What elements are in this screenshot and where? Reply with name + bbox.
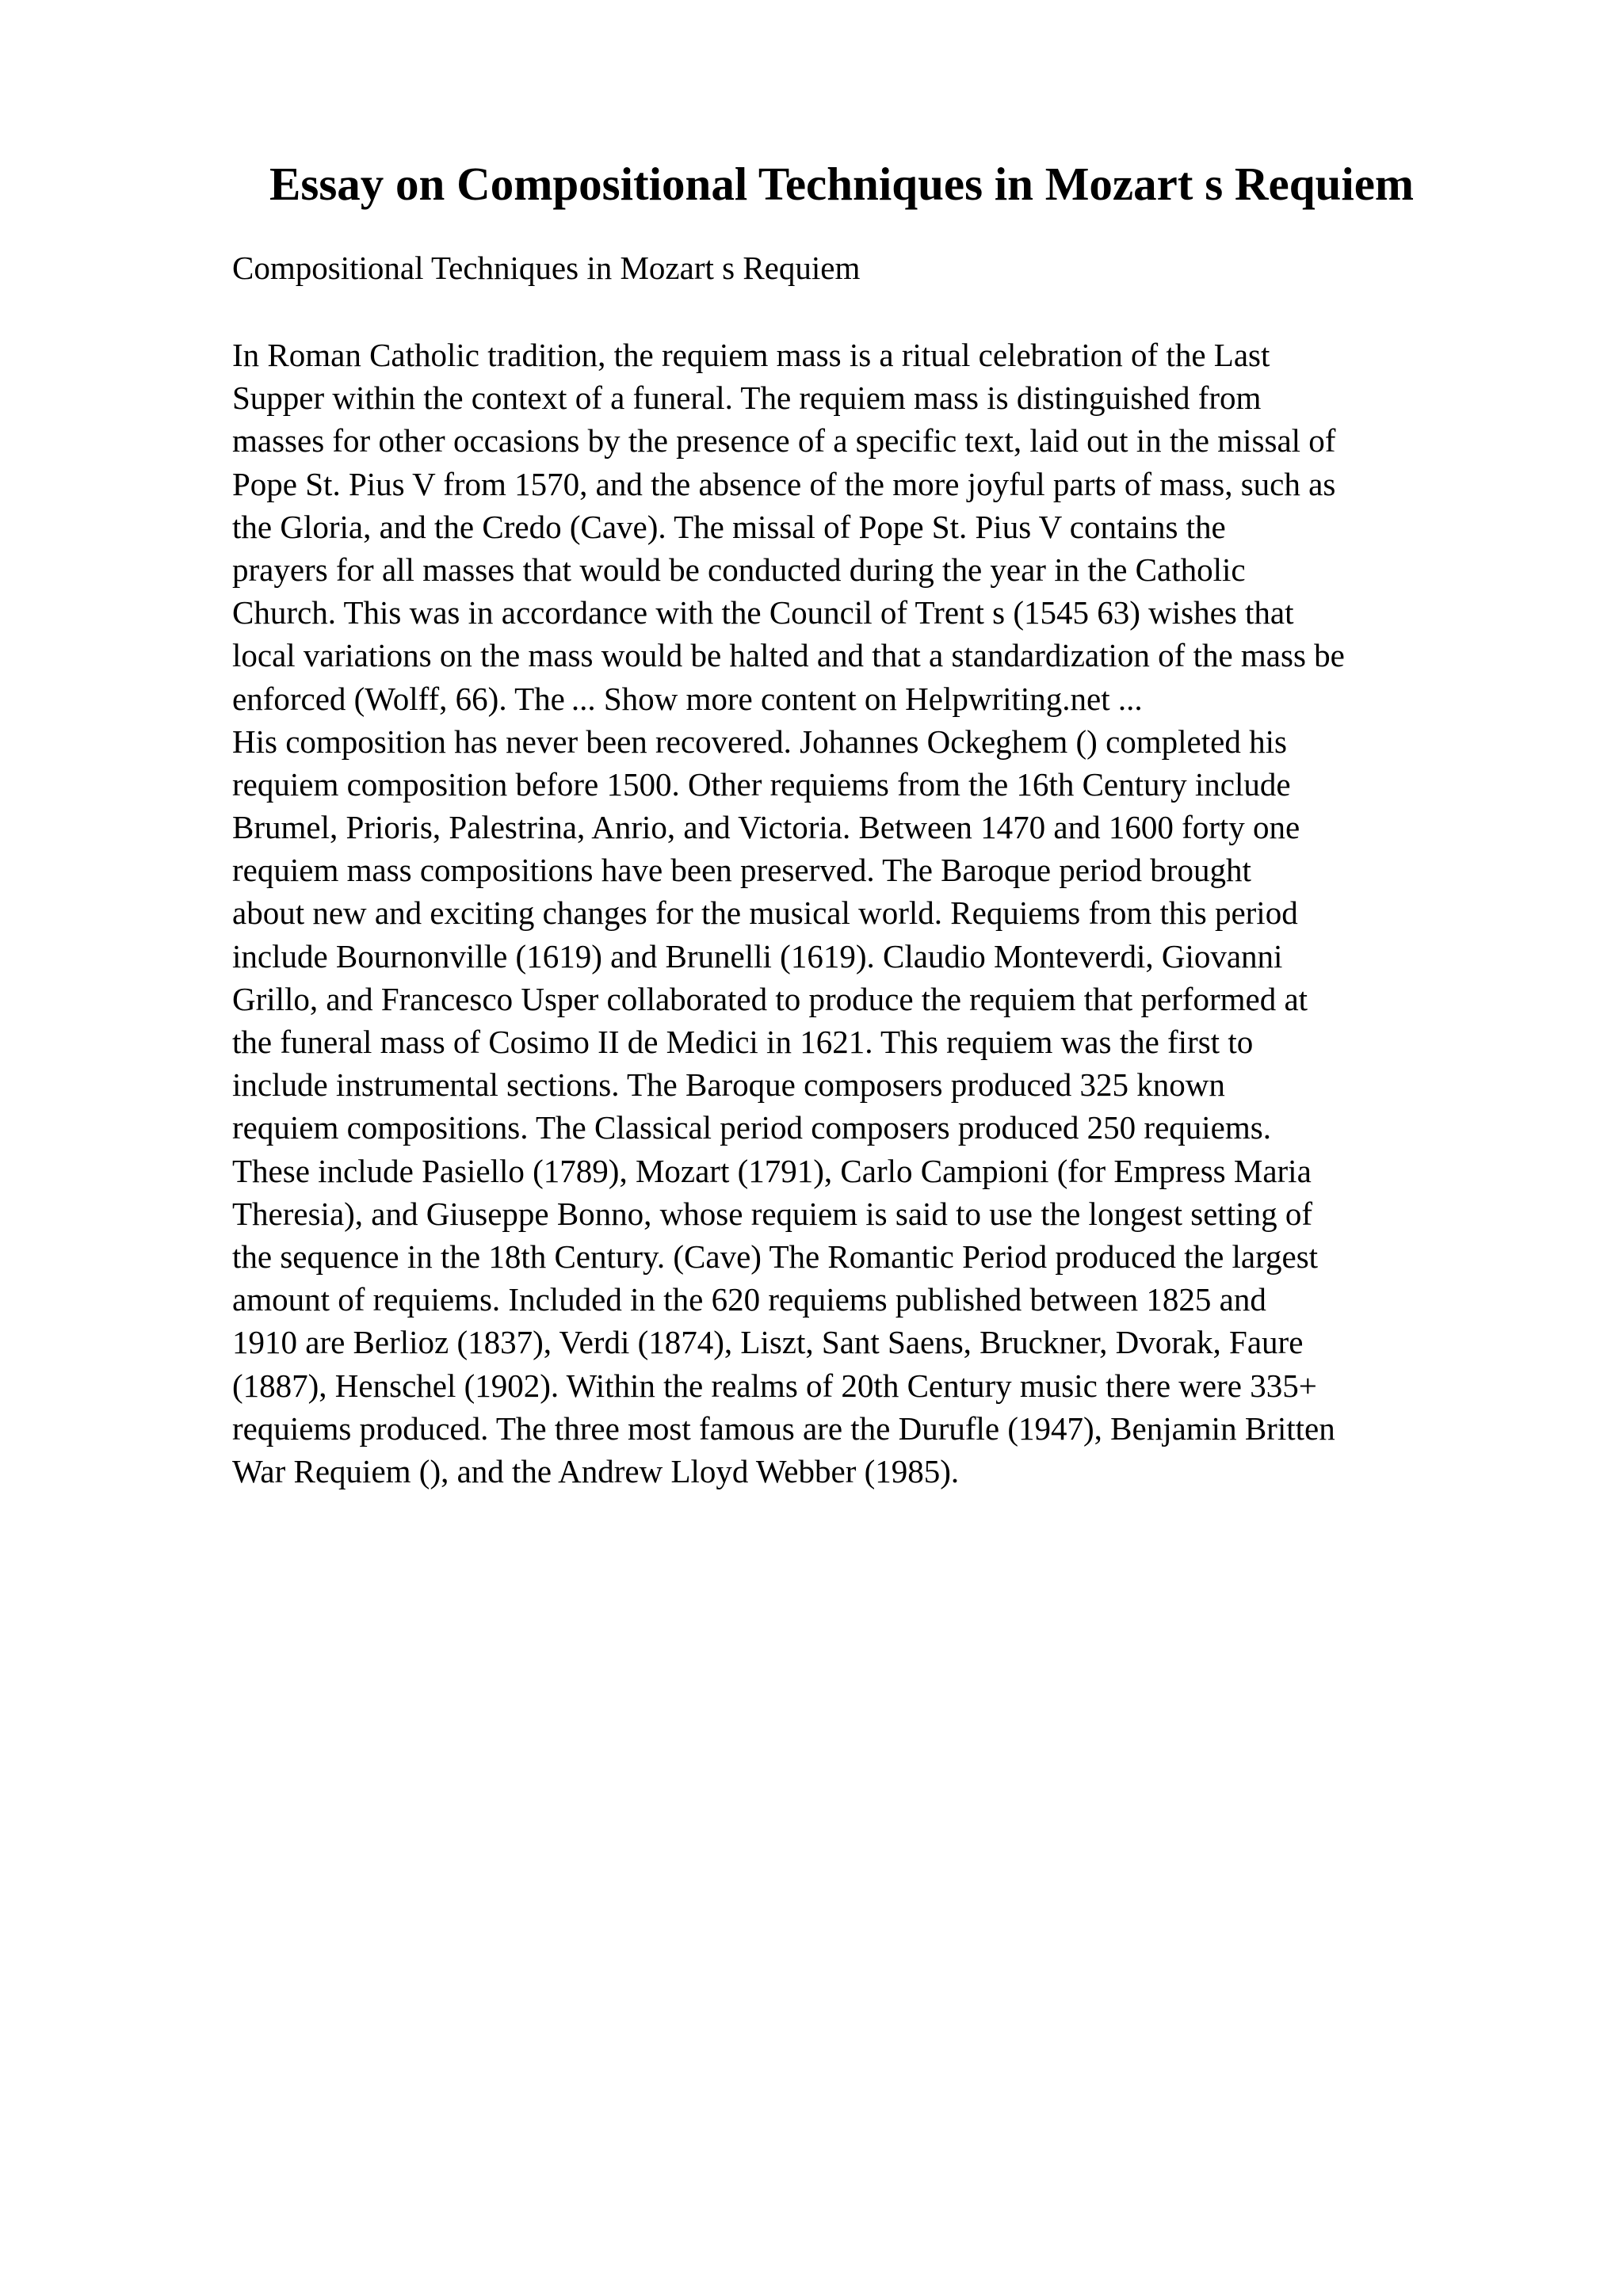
text-line: (1887), Henschel (1902). Within the realms of 20th Century music there were 335+ — [232, 1367, 1317, 1404]
document-title: Essay on Compositional Techniques in Mozart s Requiem — [269, 158, 1415, 210]
text-line: Brumel, Prioris, Palestrina, Anrio, and Victoria. Between 1470 and 1600 forty one — [232, 809, 1300, 846]
text-line: the funeral mass of Cosimo II de Medici in 1621. This requiem was the first to — [232, 1024, 1254, 1060]
text-line: requiem composition before 1500. Other requiems from the 16th Century include — [232, 765, 1291, 803]
text-line: the Gloria, and the Credo (Cave). The missal of Pope St. Pius V contains the — [232, 508, 1226, 545]
text-line: include instrumental sections. The Baroque composers produced 325 known — [232, 1066, 1225, 1104]
text-line: These include Pasiello (1789), Mozart (1791), Carlo Campioni (for Empress Maria — [232, 1152, 1312, 1189]
text-line: War Requiem (), and the Andrew Lloyd Webber (1985). — [232, 1452, 960, 1489]
text-line: In Roman Catholic tradition, the requiem mass is a ritual celebration of the Last — [232, 337, 1270, 373]
text-line-with-show-more — [232, 677, 1595, 720]
paragraph-1 — [232, 334, 1595, 720]
text-line: requiems produced. The three most famous are the Durufle (1947), Benjamin Britten — [232, 1409, 1335, 1447]
text-line: Pope St. Pius V from 1570, and the absence of the more joyful parts of mass, such as — [232, 465, 1336, 502]
text-line: Grillo, and Francesco Usper collaborated to produce the requiem that performed at — [232, 980, 1308, 1017]
text-line: Church. This was in accordance with the Council of Trent s (1545 63) wishes that — [232, 594, 1294, 631]
text-line: 1910 are Berlioz (1837), Verdi (1874), Liszt, Sant Saens, Bruckner, Dvorak, Faure — [232, 1324, 1304, 1361]
text-line: the sequence in the 18th Century. (Cave) The Romantic Period produced the largest — [232, 1238, 1319, 1275]
text-line: His composition has never been recovered. Johannes Ockeghem () completed his — [232, 723, 1287, 760]
text-line: about new and exciting changes for the musical world. Requiems from this period — [232, 894, 1298, 932]
text-line: prayers for all masses that would be conducted during the year in the Catholic — [232, 551, 1246, 588]
show-more-link[interactable]: ... Show more content on Helpwriting.net ... — [571, 680, 1143, 717]
text-line: requiem compositions. The Classical period composers produced 250 requiems. — [232, 1109, 1271, 1146]
text-line: include Bournonville (1619) and Brunelli (1619). Claudio Monteverdi, Giovanni — [232, 937, 1283, 974]
document-subtitle: Compositional Techniques in Mozart s Requiem — [232, 250, 861, 286]
text-line: local variations on the mass would be halted and that a standardization of the mass be — [232, 637, 1345, 674]
text-fragment: enforced (Wolff, 66). The — [232, 680, 565, 717]
paragraph-2 — [232, 720, 1595, 1493]
text-line: amount of requiems. Included in the 620 requiems published between 1825 and — [232, 1281, 1266, 1318]
text-line: requiem mass compositions have been preserved. The Baroque period brought — [232, 852, 1251, 889]
text-line: Theresia), and Giuseppe Bonno, whose requiem is said to use the longest setting of — [232, 1195, 1312, 1232]
essay-body — [232, 334, 1595, 1493]
text-line: Supper within the context of a funeral. The requiem mass is distinguished from — [232, 379, 1262, 417]
text-line: masses for other occasions by the presence of a specific text, laid out in the missal of — [232, 422, 1336, 460]
